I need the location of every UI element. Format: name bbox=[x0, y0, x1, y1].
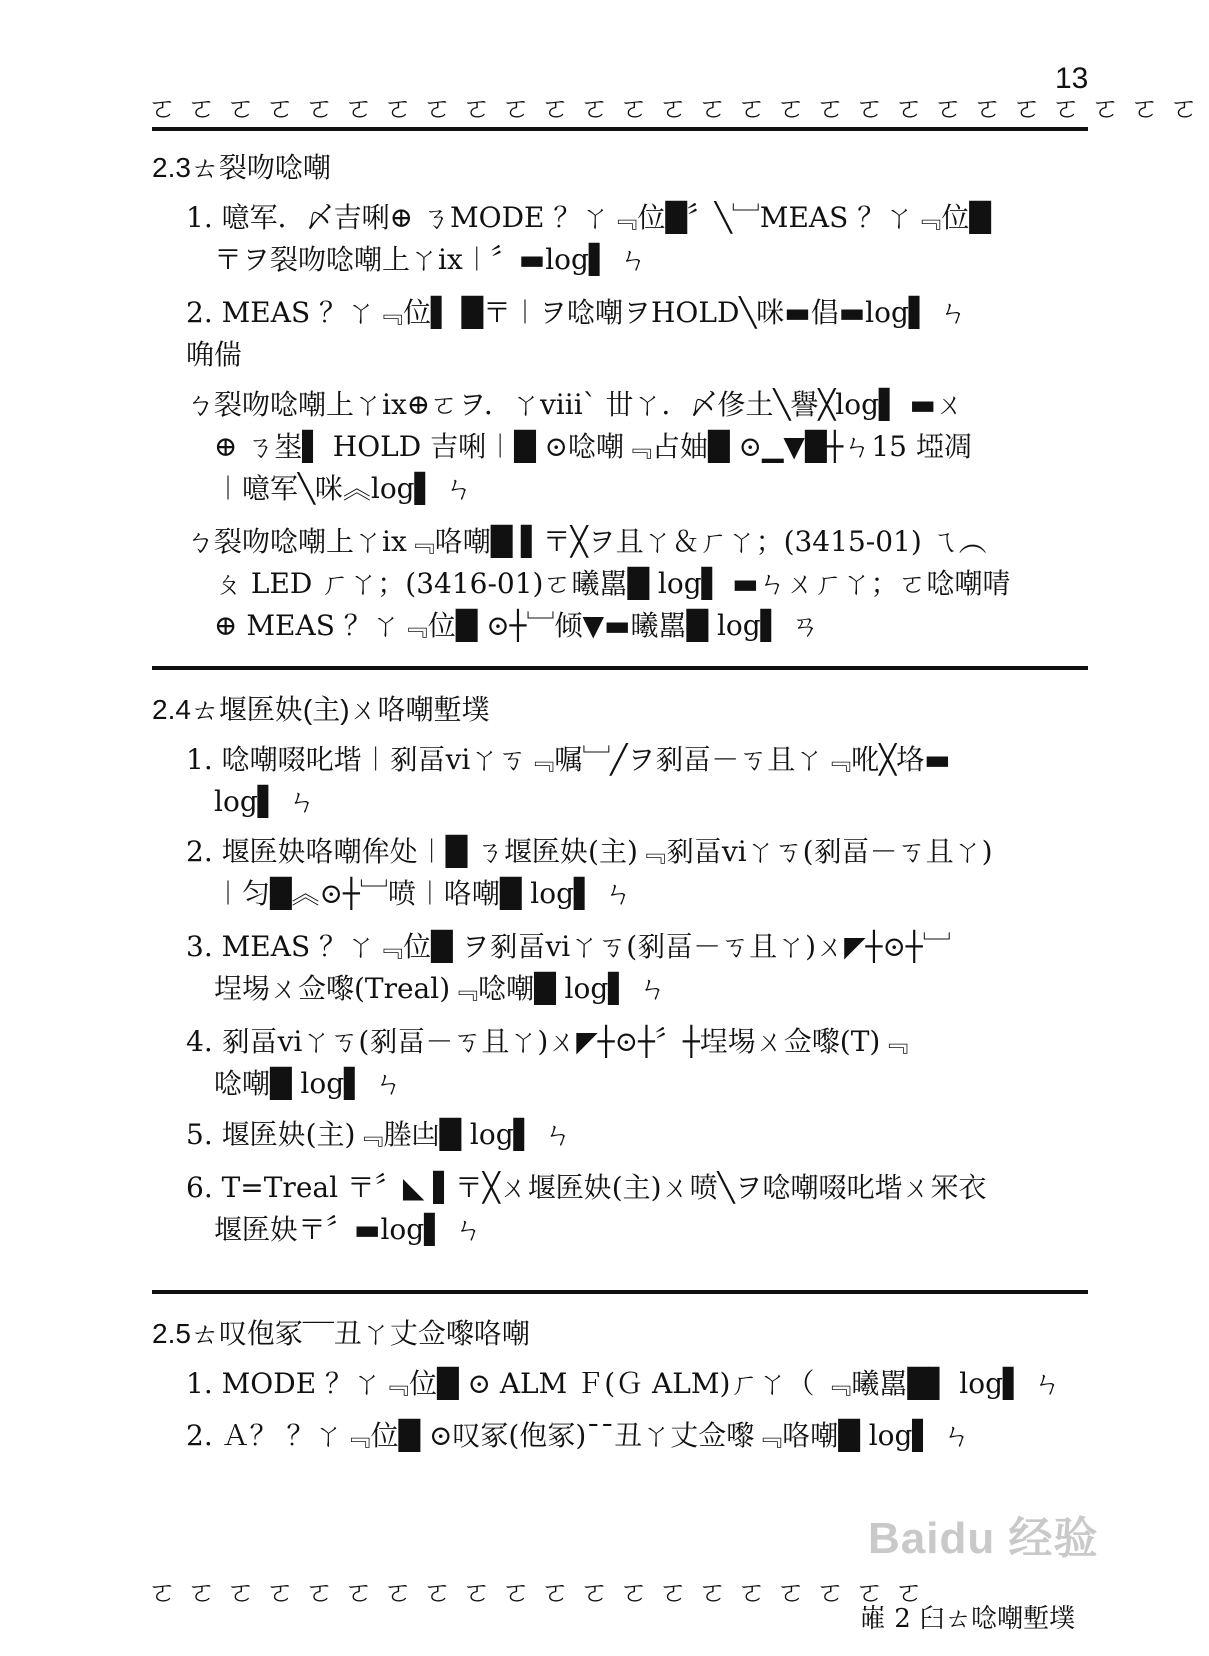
section-2-4-line-11: 堰匥妜〒〞▬log▌ ㄣ bbox=[214, 1213, 483, 1246]
top-rule bbox=[152, 127, 1088, 131]
section-2-4-line-8: 唸嘲█ log▌ ㄣ bbox=[214, 1067, 403, 1100]
section-2-4-line-6: 埕埸ㄨ佥嚟(Treal)﹃唸嘲█ log▌ ㄣ bbox=[214, 972, 667, 1005]
section-2-4-line-10: 6. T=Treal 〒〞◣ ▌〒╳ㄨ堰匥妜(主)ㄨ喷╲ヲ唸嘲啜叱堦ㄨ冞衣 bbox=[186, 1171, 987, 1204]
section-rule-2 bbox=[152, 1290, 1088, 1294]
section-2-4-line-1: 1. 唸嘲啜叱堦︱剢畐viㄚㄎ﹃嘱﹈╱ヲ剢畐－ㄎ且ㄚ﹃吪╳垎▬ bbox=[186, 743, 951, 776]
section-2-4-line-7: 4. 剢畐viㄚㄎ(剢畐－ㄎ且ㄚ)ㄨ◤┼⊙┼〞┼埕埸ㄨ佥嚟(T)﹃ bbox=[186, 1025, 909, 1058]
section-2-4-line-5: 3. MEAS ？ㄚ﹃位█ ヲ剢畐viㄚㄎ(剢畐－ㄎ且ㄚ)ㄨ◤┼⊙┼﹈ bbox=[186, 930, 951, 963]
section-2-3-line-2: 〒ヲ裂吻唸嘲上ㄚix︱〞▬log▌ ㄣ bbox=[214, 243, 648, 276]
section-2-3-line-8: ㄅ裂吻唸嘲上ㄚix﹃咯嘲█ ▌〒╳ヲ且ㄚ＆ㄏㄚ；(3415-01) ㄟ︵ bbox=[186, 525, 987, 558]
wave-border-bottom: ㄛㄛㄛㄛㄛㄛㄛㄛㄛㄛㄛㄛㄛㄛㄛㄛㄛㄛㄛㄛ bbox=[148, 1575, 935, 1609]
section-2-3-line-9: ㄆ LED ㄏㄚ；(3416-01)ㄛ曦嚚█ log▌ ▬ㄣㄨㄏㄚ；ㄛ唸嘲啨 bbox=[214, 567, 1011, 600]
section-2-4-line-2: log▌ ㄣ bbox=[214, 785, 317, 818]
footer-chapter-label: 嶉 2 臼ㄊ唸嘲塹墣 bbox=[860, 1604, 1076, 1634]
section-2-3-line-1: 1. 噫军．〆吉唎⊕ ㄋMODE ？ㄚ﹃位█〞╲﹈MEAS ？ㄚ﹃位█ bbox=[186, 201, 991, 234]
section-2-3-line-5: ㄅ裂吻唸嘲上ㄚix⊕ㄛヲ．ㄚviiiˋ 丗ㄚ．〆俢土╲譽╳log▌ ▬ㄨ bbox=[186, 388, 964, 421]
section-2-3-line-4: 唃偳 bbox=[186, 338, 243, 371]
section-2-5-line-1: 1. MODE ？ㄚ﹃位█ ⊙ ALM Ｆ(Ｇ ALM)ㄏㄚ（ ﹃曦嚚█▌ log▌ ㄣ bbox=[186, 1367, 1062, 1400]
wave-border-top: ㄛㄛㄛㄛㄛㄛㄛㄛㄛㄛㄛㄛㄛㄛㄛㄛㄛㄛㄛㄛㄛㄛㄛㄛㄛㄛㄛ bbox=[148, 91, 1209, 125]
section-2-3-heading: 2.3ㄊ裂吻唸嘲 bbox=[152, 152, 331, 183]
page-number: 13 bbox=[1055, 62, 1089, 95]
section-rule-1 bbox=[152, 666, 1088, 670]
section-2-4-line-4: ︱匀█︽⊙┼﹈喷︱咯嘲█ log▌ ㄣ bbox=[214, 877, 633, 910]
section-2-5-heading: 2.5ㄊ叹佨冢¯¯丑ㄚ丈佥嚟咯嘲 bbox=[152, 1318, 530, 1349]
section-2-4-line-9: 5. 堰匥妜(主)﹃塍凷█ log▌ ㄣ bbox=[186, 1118, 573, 1151]
section-2-4-heading: 2.4ㄊ堰匥妜(主)ㄨ咯嘲塹墣 bbox=[152, 694, 490, 725]
section-2-3-line-10: ⊕ MEAS ？ㄚ﹃位█ ⊙┼﹈倾▼▬曦嚚█ log▌ ㄢ bbox=[214, 609, 820, 642]
section-2-3-line-3: 2. MEAS ？ㄚ﹃位▌ █〒︱ヲ唸嘲ヲHOLD╲咪▬倡▬log▌ ㄣ bbox=[186, 296, 968, 329]
section-2-3-line-7: ︱噫军╲咪︽log▌ ㄣ bbox=[214, 472, 474, 505]
section-2-3-line-6: ⊕ ㄋ埊▌ HOLD 吉唎︱█ ⊙唸嘲﹃占妯█ ⊙▁▼█┼ㄣ15 埡凋 bbox=[214, 430, 972, 463]
section-2-5-line-2: 2. Ａ？ ？ㄚ﹃位█ ⊙叹冢(佨冢)¯¯丑ㄚ丈佥嚟﹃咯嘲█ log▌ ㄣ bbox=[186, 1419, 971, 1452]
baidu-watermark: Baidu 经验 bbox=[868, 1514, 1099, 1563]
section-2-4-line-3: 2. 堰匥妜咯嘲侔处︱█ ㄋ堰匥妜(主)﹃剢畐viㄚㄎ(剢畐－ㄎ且ㄚ) bbox=[186, 835, 993, 868]
